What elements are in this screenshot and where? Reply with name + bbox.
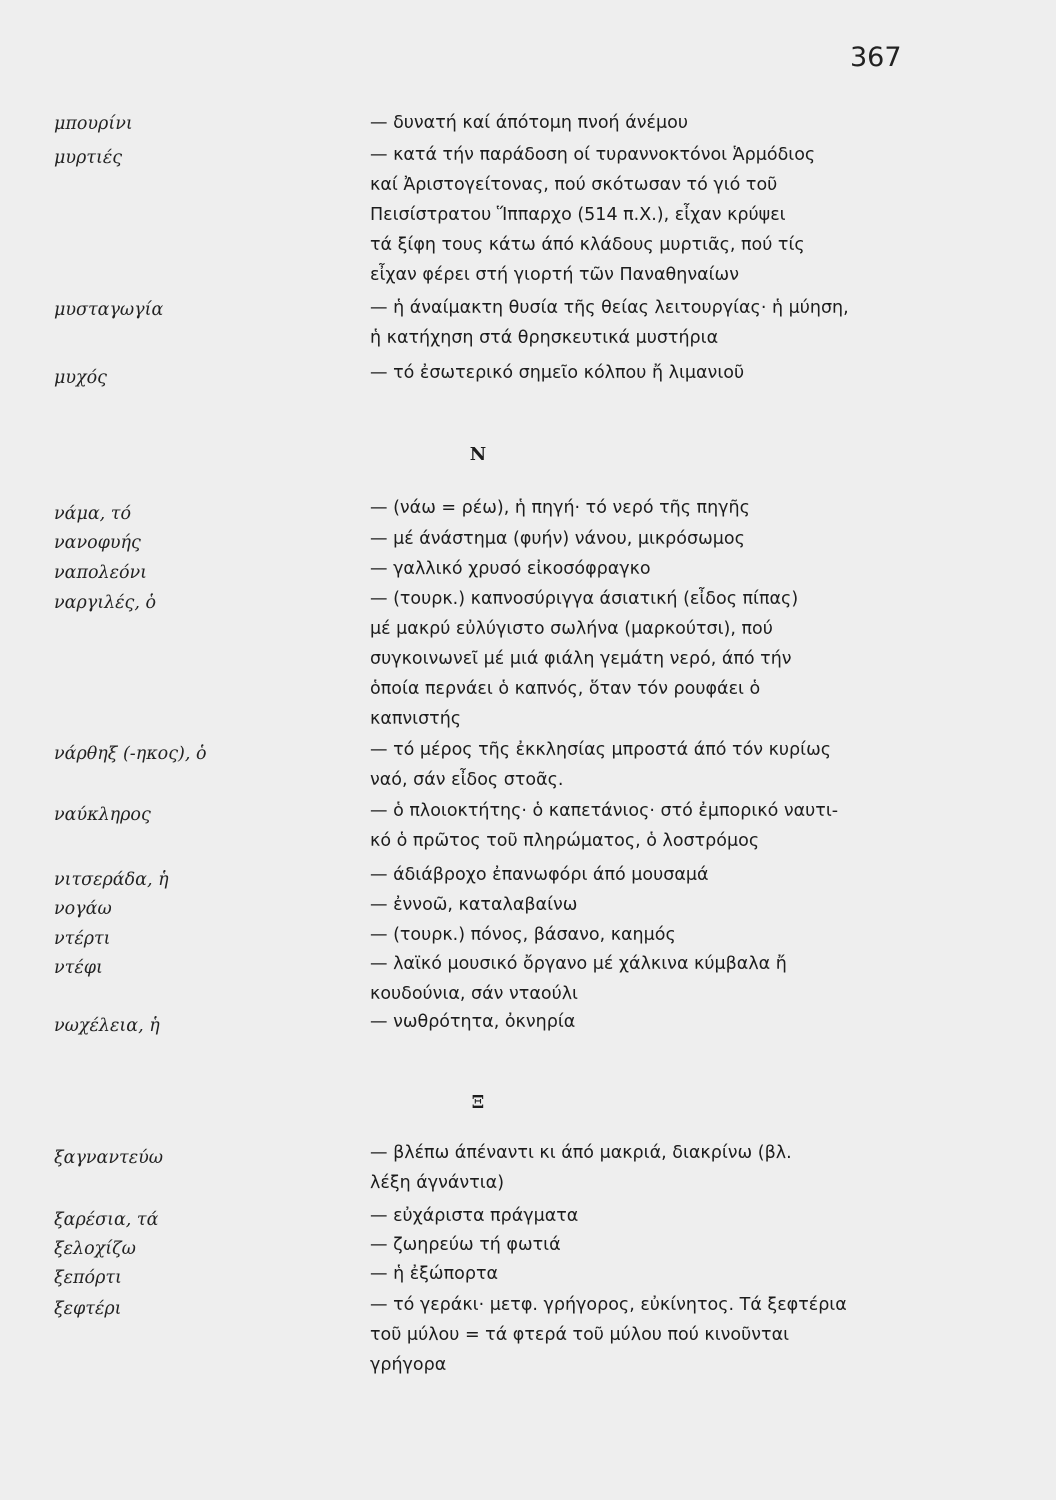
- headword: ναύκληρος: [54, 805, 151, 825]
- definition: [370, 1138, 930, 1198]
- definition-line: — ἡ ἐξώπορτα: [370, 1264, 499, 1284]
- definition: [370, 920, 930, 950]
- definition: [370, 949, 930, 1009]
- definition: [370, 1230, 930, 1260]
- definition-line: τά ξίφη τους κάτω άπό κλάδους μυρτιᾶς, πού τίς: [370, 235, 805, 255]
- definition: [370, 735, 930, 795]
- definition-line: — λαϊκό μουσικό ὄργανο μέ χάλκινα κύμβαλα ἤ: [370, 954, 787, 974]
- headword: ξελοχίζω: [54, 1239, 136, 1259]
- definition-line: — ἡ άναίμακτη θυσία τῆς θείας λειτουργίας· ἡ μύηση,: [370, 298, 849, 318]
- headword: νογάω: [54, 899, 112, 919]
- definition-line: γρήγορα: [370, 1355, 447, 1375]
- definition-line: καί Ἀριστογείτονας, πού σκότωσαν τό γιό τοῦ: [370, 175, 778, 195]
- definition-line: ναό, σάν εἶδος στοᾶς.: [370, 770, 564, 790]
- headword: ναπολεόνι: [54, 563, 148, 583]
- headword: μυχός: [54, 368, 107, 388]
- definition: [370, 140, 930, 290]
- headword: νιτσεράδα, ἡ: [54, 870, 169, 890]
- definition-line: — βλέπω άπέναντι κι άπό μακριά, διακρίνω (βλ.: [370, 1143, 792, 1163]
- section-letter-n: Ν: [469, 444, 487, 465]
- headword: μυσταγωγία: [54, 300, 164, 320]
- definition-line: εἶχαν φέρει στή γιορτή τῶν Παναθηναίων: [370, 265, 739, 285]
- headword: νωχέλεια, ἡ: [54, 1016, 160, 1036]
- definition: [370, 493, 930, 523]
- definition-line: — μέ άνάστημα (φυήν) νάνου, μικρόσωμος: [370, 529, 745, 549]
- definition-line: Πεισίστρατου Ἵππαρχο (514 π.Χ.), εἶχαν κρύψει: [370, 205, 786, 225]
- headword: ξεφτέρι: [54, 1299, 122, 1319]
- definition: [370, 358, 930, 388]
- definition-line: — (τουρκ.) καπνοσύριγγα άσιατική (εἶδος πίπας): [370, 589, 799, 609]
- headword: ναργιλές, ὁ: [54, 593, 157, 613]
- section-letter-xi: Ξ: [471, 1092, 485, 1113]
- headword: νάρθηξ (-ηκος), ὁ: [54, 744, 207, 764]
- definition-line: — ζωηρεύω τή φωτιά: [370, 1235, 561, 1255]
- definition-line: μέ μακρύ εὐλύγιστο σωλήνα (μαρκούτσι), πού: [370, 619, 773, 639]
- definition: [370, 293, 930, 353]
- definition-line: — τό ἐσωτερικό σημεῖο κόλπου ἤ λιμανιοῦ: [370, 363, 745, 383]
- definition: [370, 890, 930, 920]
- definition-line: καπνιστής: [370, 709, 462, 729]
- headword: ντέρτι: [54, 929, 111, 949]
- definition-line: — ὁ πλοιοκτήτης· ὁ καπετάνιος· στό ἐμπορικό ναυτι-: [370, 801, 839, 821]
- headword: μπουρίνι: [54, 114, 133, 134]
- definition: [370, 108, 930, 138]
- definition-line: — άδιάβροχο ἐπανωφόρι άπό μουσαμά: [370, 865, 709, 885]
- headword: μυρτιές: [54, 148, 123, 168]
- definition-line: — εὐχάριστα πράγματα: [370, 1206, 579, 1226]
- definition: [370, 796, 930, 856]
- definition-line: ὁποία περνάει ὁ καπνός, ὅταν τόν ρουφάει ὁ: [370, 679, 761, 699]
- definition-line: — τό γεράκι· μετφ. γρήγορος, εὐκίνητος. Τά ξεφτέρια: [370, 1295, 847, 1315]
- definition-line: — ἐννοῶ, καταλαβαίνω: [370, 895, 578, 915]
- page-number: 367: [850, 42, 902, 73]
- definition: [370, 524, 930, 554]
- definition-line: — δυνατή καί άπότομη πνοή άνέμου: [370, 113, 688, 133]
- definition-line: — κατά τήν παράδοση οί τυραννοκτόνοι Ἁρμόδιος: [370, 145, 816, 165]
- definition: [370, 1007, 930, 1037]
- definition-line: — (τουρκ.) πόνος, βάσανο, καημός: [370, 925, 676, 945]
- definition-line: ἡ κατήχηση στά θρησκευτικά μυστήρια: [370, 328, 719, 348]
- definition-line: λέξη άγνάντια): [370, 1173, 505, 1193]
- headword: ξεπόρτι: [54, 1268, 122, 1288]
- headword: νάμα, τό: [54, 504, 131, 524]
- headword: ντέφι: [54, 958, 103, 978]
- definition: [370, 554, 930, 584]
- definition-line: — νωθρότητα, ὀκνηρία: [370, 1012, 576, 1032]
- definition-line: — (νάω = ρέω), ἡ πηγή· τό νερό τῆς πηγῆς: [370, 498, 750, 518]
- definition-line: κό ὁ πρῶτος τοῦ πληρώματος, ὁ λοστρόμος: [370, 831, 760, 851]
- definition-line: συγκοινωνεῖ μέ μιά φιάλη γεμάτη νερό, άπό τήν: [370, 649, 792, 669]
- definition-line: — γαλλικό χρυσό εἰκοσόφραγκο: [370, 559, 651, 579]
- definition-line: κουδούνια, σάν νταούλι: [370, 984, 578, 1004]
- definition-line: τοῦ μύλου = τά φτερά τοῦ μύλου πού κινοῦνται: [370, 1325, 790, 1345]
- definition: [370, 1259, 930, 1289]
- headword: ξαγναντεύω: [54, 1148, 163, 1168]
- headword: ξαρέσια, τά: [54, 1210, 159, 1230]
- headword: νανοφυής: [54, 533, 141, 553]
- definition: [370, 860, 930, 890]
- definition: [370, 1290, 930, 1380]
- definition: [370, 584, 930, 734]
- definition: [370, 1201, 930, 1231]
- definition-line: — τό μέρος τῆς ἐκκλησίας μπροστά άπό τόν κυρίως: [370, 740, 832, 760]
